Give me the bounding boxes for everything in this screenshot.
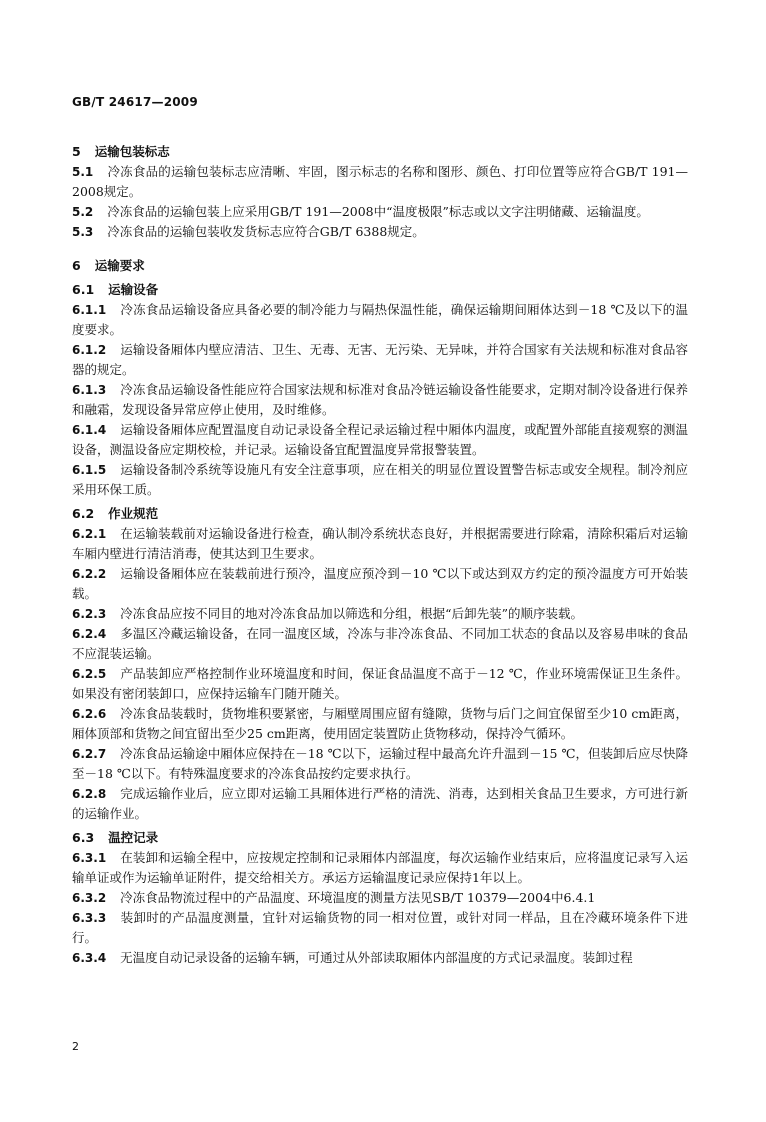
clause-number: 6.2.5: [72, 667, 107, 681]
clause-number: 6.3: [72, 830, 95, 845]
clause-number: 6.1.3: [72, 383, 107, 397]
clause-text: 运输设备厢体内壁应清洁、卫生、无毒、无害、无污染、无异味，并符合国家有关法规和标准对食品容器的规定。: [72, 342, 688, 377]
clause-number: 6.2.6: [72, 707, 107, 721]
paragraph-5-1: [72, 162, 688, 202]
clause-text: 多温区冷藏运输设备，在同一温度区域，冷冻与非冷冻食品、不同加工状态的食品以及容易串味的食品不应混装运输。: [72, 626, 688, 661]
subsection-heading-6-3: [72, 828, 688, 848]
standard-code: GB/T 24617—2009: [72, 95, 198, 109]
paragraph-6-1-4: [72, 420, 688, 460]
subsection-heading-6-1: [72, 280, 688, 300]
paragraph-6-3-2: [72, 888, 688, 908]
paragraph-6-2-4: [72, 624, 688, 664]
clause-number: 6.2.2: [72, 567, 107, 581]
clause-text: 装卸时的产品温度测量，宜针对运输货物的同一相对位置，或针对同一样品，且在冷藏环境条件下进行。: [72, 910, 688, 945]
clause-text: 冷冻食品的运输包装上应采用GB/T 191—2008中“温度极限”标志或以文字注明储藏、运输温度。: [107, 204, 649, 219]
clause-number: 6.3.1: [72, 851, 107, 865]
clause-number: 5.2: [72, 205, 94, 219]
clause-text: 运输要求: [94, 258, 145, 273]
clause-text: 冷冻食品运输设备应具备必要的制冷能力与隔热保温性能，确保运输期间厢体达到－18 ℃及以下的温度要求。: [72, 302, 688, 337]
clause-text: 无温度自动记录设备的运输车辆，可通过从外部读取厢体内部温度的方式记录温度。装卸过程: [120, 950, 633, 965]
clause-number: 6.3.4: [72, 951, 107, 965]
paragraph-6-2-6: [72, 704, 688, 744]
page-number: 2: [72, 1040, 79, 1053]
clause-text: 冷冻食品物流过程中的产品温度、环境温度的测量方法见SB/T 10379—2004中6.4.1: [120, 890, 596, 905]
clause-number: 6.2.3: [72, 607, 107, 621]
clause-text: 冷冻食品装载时，货物堆积要紧密，与厢壁周围应留有缝隙，货物与后门之间宜保留至少10 cm距离，厢体顶部和货物之间宜留出至少25 cm距离，使用固定装置防止货物移动，保持冷气循环。: [72, 706, 688, 741]
paragraph-6-1-1: [72, 300, 688, 340]
clause-number: 6.1: [72, 282, 95, 297]
clause-number: 6.3.2: [72, 891, 107, 905]
paragraph-6-1-5: [72, 460, 688, 500]
clause-text: 运输设备: [108, 282, 159, 297]
clause-number: 6.2: [72, 506, 95, 521]
clause-text: 在运输装载前对运输设备进行检查，确认制冷系统状态良好，并根据需要进行除霜，清除积霜后对运输车厢内壁进行清洁消毒，使其达到卫生要求。: [72, 526, 688, 561]
paragraph-6-3-1: [72, 848, 688, 888]
paragraph-6-2-7: [72, 744, 688, 784]
paragraph-6-2-5: [72, 664, 688, 704]
clause-text: 在装卸和运输全程中，应按规定控制和记录厢体内部温度，每次运输作业结束后，应将温度记录写入运输单证或作为运输单证附件，提交给相关方。承运方运输温度记录应保持1年以上。: [72, 850, 688, 885]
clause-number: 6.2.1: [72, 527, 107, 541]
clause-text: 冷冻食品的运输包装收发货标志应符合GB/T 6388规定。: [107, 224, 425, 239]
paragraph-6-2-8: [72, 784, 688, 824]
clause-text: 产品装卸应严格控制作业环境温度和时间，保证食品温度不高于－12 ℃，作业环境需保证卫生条件。如果没有密闭装卸口，应保持运输车门随开随关。: [72, 666, 688, 701]
paragraph-6-3-3: [72, 908, 688, 948]
clause-number: 6.2.8: [72, 787, 107, 801]
clause-number: 6.1.4: [72, 423, 107, 437]
clause-text: 运输包装标志: [94, 144, 170, 159]
clause-number: 5.3: [72, 225, 94, 239]
paragraph-6-1-2: [72, 340, 688, 380]
section-heading-5: [72, 142, 688, 162]
clause-text: 完成运输作业后，应立即对运输工具厢体进行严格的清洗、消毒，达到相关食品卫生要求，方可进行新的运输作业。: [72, 786, 688, 821]
paragraph-5-3: [72, 222, 688, 242]
clause-number: 6.1.5: [72, 463, 107, 477]
clause-text: 温控记录: [108, 830, 159, 845]
paragraph-5-2: [72, 202, 688, 222]
document-body: [72, 142, 688, 968]
paragraph-6-3-4: [72, 948, 688, 968]
clause-number: 6.2.7: [72, 747, 107, 761]
clause-text: 作业规范: [108, 506, 159, 521]
clause-text: 运输设备厢体应在装载前进行预冷，温度应预冷到－10 ℃以下或达到双方约定的预冷温度方可开始装载。: [72, 566, 688, 601]
paragraph-6-2-3: [72, 604, 688, 624]
paragraph-6-1-3: [72, 380, 688, 420]
clause-number: 5.1: [72, 165, 94, 179]
paragraph-6-2-2: [72, 564, 688, 604]
clause-number: 6.1.1: [72, 303, 107, 317]
paragraph-6-2-1: [72, 524, 688, 564]
clause-number: 6: [72, 258, 81, 273]
subsection-heading-6-2: [72, 504, 688, 524]
clause-text: 运输设备制冷系统等设施凡有安全注意事项，应在相关的明显位置设置警告标志或安全规程。制冷剂应采用环保工质。: [72, 462, 688, 497]
clause-text: 运输设备厢体应配置温度自动记录设备全程记录运输过程中厢体内温度，或配置外部能直接观察的测温设备，测温设备应定期校检，并记录。运输设备宜配置温度异常报警装置。: [72, 422, 688, 457]
section-heading-6: [72, 256, 688, 276]
clause-text: 冷冻食品的运输包装标志应清晰、牢固，图示标志的名称和图形、颜色、打印位置等应符合GB/T 191—2008规定。: [72, 164, 688, 199]
clause-text: 冷冻食品应按不同目的地对冷冻食品加以筛选和分组，根据“后卸先装”的顺序装载。: [120, 606, 583, 621]
clause-number: 5: [72, 144, 81, 159]
clause-text: 冷冻食品运输途中厢体应保持在－18 ℃以下，运输过程中最高允许升温到－15 ℃，但装卸后应尽快降至－18 ℃以下。有特殊温度要求的冷冻食品按约定要求执行。: [72, 746, 688, 781]
clause-number: 6.3.3: [72, 911, 107, 925]
clause-number: 6.2.4: [72, 627, 107, 641]
clause-number: 6.1.2: [72, 343, 107, 357]
clause-text: 冷冻食品运输设备性能应符合国家法规和标准对食品冷链运输设备性能要求，定期对制冷设备进行保养和融霜，发现设备异常应停止使用，及时维修。: [72, 382, 688, 417]
